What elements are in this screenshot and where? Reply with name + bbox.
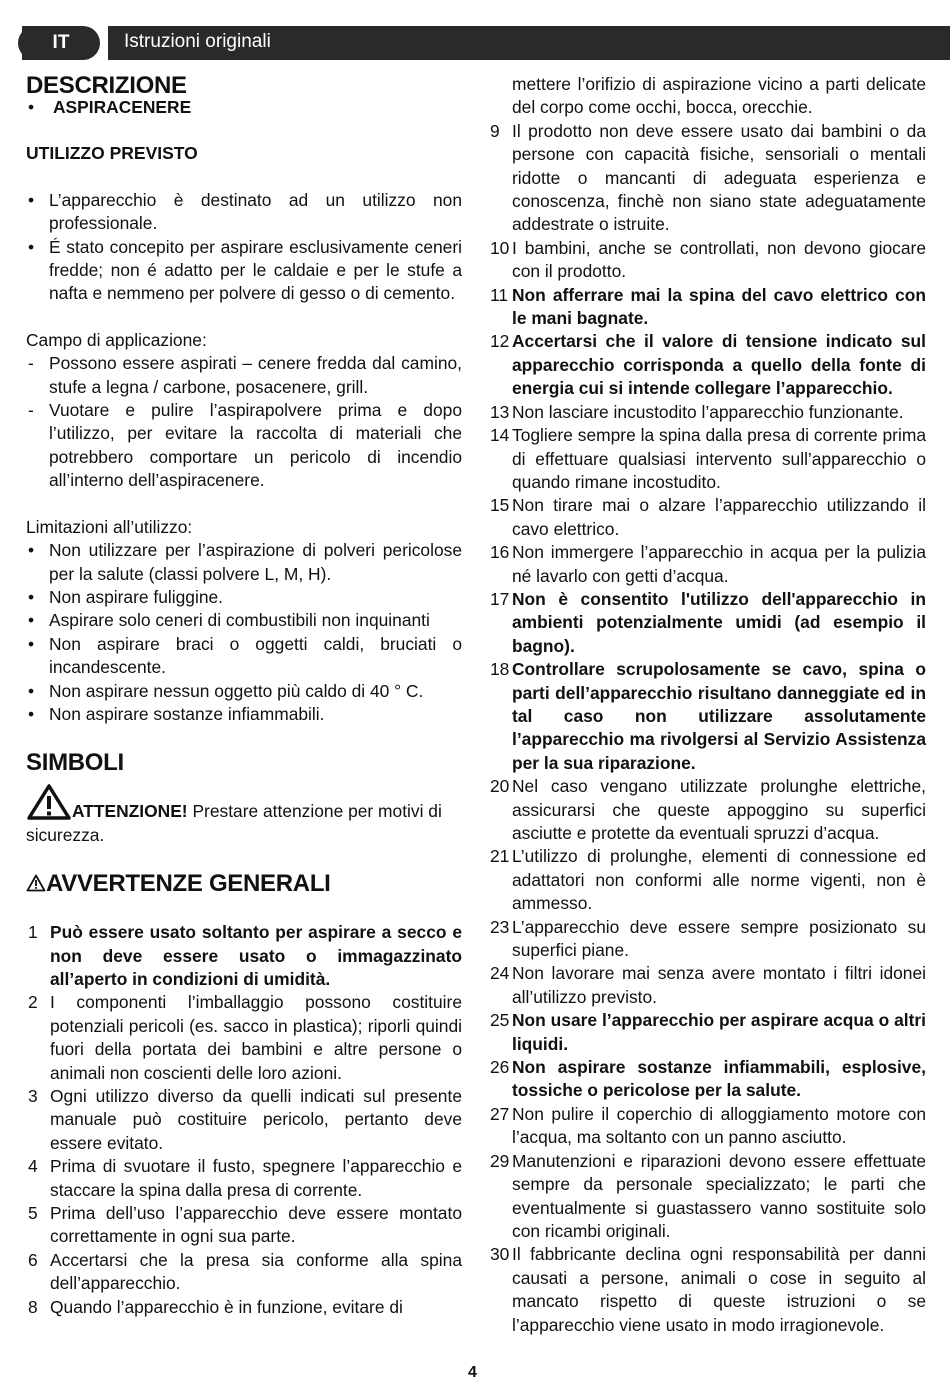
list-item-text: Aspirare solo ceneri di combustibili non inquinanti	[49, 610, 430, 631]
warning-item	[488, 588, 926, 658]
list-marker: •	[28, 189, 35, 210]
attention-text: Prestare attenzione per motivi di sicurezza.	[26, 801, 442, 845]
warning-text: Non immergere l’apparecchio in acqua per la pulizia né lavarlo con getti d’acqua.	[512, 542, 926, 586]
simboli-title: SIMBOLI	[26, 749, 124, 777]
list-item-text: L’apparecchio è destinato ad un utilizzo non professionale.	[49, 189, 462, 234]
warning-number: 11	[490, 284, 509, 305]
warning-text: Può essere usato soltanto per aspirare a secco e non deve essere usato o immagazzinato all’aperto in condizioni di umidità.	[50, 922, 462, 989]
product-item: • ASPIRACENERE	[28, 97, 192, 117]
warning-text: I componenti l’imballaggio possono costituire potenziali pericoli (es. sacco in plastica); riporli quindi fuori della portata dei bambini e altre persone o animali non coscienti delle loro azioni.	[50, 992, 462, 1083]
warning-text: I bambini, anche se controllati, non devono giocare con il prodotto.	[512, 237, 926, 282]
warning-number: 5	[28, 1203, 38, 1224]
warning-number: 23	[490, 916, 510, 937]
warning-number: 3	[28, 1086, 38, 1106]
list-marker: -	[28, 400, 34, 421]
list-item-text: Vuotare e pulire l’aspirapolvere prima e dopo l’utilizzo, per evitare la raccolta di materiali che potrebbero comportare un pericolo di incendio all’interno dell’aspiracenere.	[49, 400, 462, 491]
list-item	[26, 609, 462, 632]
list-item	[26, 399, 462, 493]
warning-number: 15	[490, 495, 510, 516]
list-marker: •	[28, 236, 35, 257]
limit-list	[26, 539, 462, 726]
warning-number: 8	[28, 1296, 38, 1317]
warning-item	[488, 541, 926, 588]
warning-item	[488, 1150, 926, 1244]
warning-triangle-icon	[26, 783, 72, 821]
warning-text: Non aspirare sostanze infiammabili, esplosive, tossiche o pericolose per la salute.	[512, 1057, 926, 1101]
warning-item	[488, 1009, 926, 1056]
warning-number: 25	[490, 1010, 510, 1031]
warning-item	[488, 845, 926, 915]
warning-text: L’utilizzo di prolunghe, elementi di connessione ed adattatori non conformi alle norme vigenti, non è ammesso.	[512, 846, 926, 914]
list-item-text: É stato concepito per aspirare esclusivamente ceneri fredde; non é adatto per le caldaie e per le stufe a nafta e nemmeno per polvere di gesso o di cemento.	[49, 236, 462, 304]
list-item	[26, 586, 462, 609]
list-marker: •	[28, 610, 35, 631]
list-item	[26, 703, 462, 726]
warning-item	[488, 284, 926, 331]
warning-item	[488, 1056, 926, 1103]
avvertenze-left-list	[26, 921, 462, 1319]
warning-number: 10	[490, 237, 510, 258]
warning-item	[488, 1103, 926, 1150]
list-item	[26, 189, 462, 236]
warning-text: Non è consentito l'utilizzo dell'apparecchio in ambienti potenzialmente umidi (ad esempio il bagno).	[512, 588, 926, 656]
warning-item	[488, 237, 926, 284]
warning-number: 1	[28, 922, 38, 943]
warning-text: L’apparecchio deve essere sempre posizionato su superfici piane.	[512, 916, 926, 961]
warning-number: 21	[490, 846, 510, 867]
header-title: Istruzioni originali	[124, 31, 271, 52]
list-item-text: Non aspirare sostanze infiammabili.	[49, 703, 325, 724]
avvertenze-title: AVVERTENZE GENERALI	[26, 870, 462, 898]
warning-text: Non usare l’apparecchio per aspirare acqua o altri liquidi.	[512, 1010, 926, 1054]
list-marker: •	[28, 586, 35, 607]
warning-item	[488, 330, 926, 400]
left-column	[26, 72, 462, 1319]
warning-number: 14	[490, 425, 510, 446]
page-number: 4	[468, 1364, 477, 1381]
warning-text: Prima di svuotare il fusto, spegnere l’apparecchio e staccare la spina dalla presa di corrente.	[50, 1156, 462, 1200]
warning-item	[488, 120, 926, 237]
warning-text: Quando l’apparecchio è in funzione, evitare di	[50, 1296, 403, 1317]
warning-text: Non afferrare mai la spina del cavo elettrico con le mani bagnate.	[512, 284, 926, 329]
campo-title: Campo di applicazione:	[26, 329, 207, 350]
warning-number: 16	[490, 542, 510, 563]
list-item	[26, 633, 462, 680]
list-item	[26, 539, 462, 586]
warning-item	[488, 401, 926, 424]
warning-text: Il prodotto non deve essere usato dai bambini o da persone con capacità fisiche, sensoriali o mentali ridotte o mancanti di adeguata esperienza e conoscenza, finchè non siano state adeguatamente addestrate o istruite.	[512, 120, 926, 235]
warning-number: 20	[490, 776, 510, 797]
list-item-text: Non utilizzare per l’aspirazione di polveri pericolose per la salute (classi polvere L, M, H).	[49, 540, 462, 584]
warning-item	[488, 1243, 926, 1337]
warning-number: 6	[28, 1249, 38, 1270]
warning-text: Il fabbricante declina ogni responsabilità per danni causati a persone, animali o cose in seguito al mancato rispetto di queste istruzioni o se l’apparecchio viene usato in modo irragionevole.	[512, 1244, 926, 1335]
warning-small-icon	[26, 874, 46, 892]
warning-number: 27	[490, 1103, 510, 1124]
attention-note	[26, 783, 462, 847]
warning-item	[488, 494, 926, 541]
list-item	[26, 236, 462, 306]
right-column	[488, 73, 926, 1337]
attention-label: ATTENZIONE!	[72, 801, 188, 822]
list-item	[26, 680, 462, 703]
avvertenze-right-list	[488, 120, 926, 1337]
warning-item	[26, 921, 462, 991]
warning-text: Ogni utilizzo diverso da quelli indicati sul presente manuale può costituire pericolo, pertanto deve essere evitato.	[50, 1086, 462, 1153]
warning-number: 9	[490, 120, 500, 141]
warning-number: 4	[28, 1156, 38, 1177]
warning-text: Non lasciare incustodito l’apparecchio funzionante.	[512, 401, 904, 422]
warning-text: Prima dell’uso l’apparecchio deve essere montato correttamente in ogni sua parte.	[50, 1203, 462, 1247]
utilizzo-list	[26, 189, 462, 306]
list-marker: •	[28, 540, 35, 561]
utilizzo-title: UTILIZZO PREVISTO	[26, 143, 198, 164]
warning-text: Accertarsi che la presa sia conforme alla spina dell’apparecchio.	[50, 1249, 462, 1294]
warning-text: Manutenzioni e riparazioni devono essere effettuate sempre da personale specializzato; le parti che eventualmente si guastassero vanno sostituite solo con ricambi originali.	[512, 1150, 926, 1241]
descrizione-title: DESCRIZIONE	[26, 72, 187, 99]
warning-item	[26, 1085, 462, 1155]
list-item	[26, 352, 462, 399]
warning-number: 30	[490, 1244, 510, 1265]
warning-text: Controllare scrupolosamente se cavo, spina o parti dell’apparecchio risultano danneggiate ed in tal caso non utilizzare assolutamente l’apparecchio ma rivolgersi al Servizio Assistenza per la sua riparazione.	[512, 659, 926, 773]
warning-number: 29	[490, 1150, 510, 1171]
list-marker: •	[28, 633, 35, 654]
warning-item	[26, 991, 462, 1085]
language-badge: IT	[22, 26, 100, 60]
campo-list	[26, 352, 462, 492]
warning-text: Non lavorare mai senza avere montato i filtri idonei all’utilizzo previsto.	[512, 963, 926, 1007]
warning-item	[488, 658, 926, 775]
limit-title: Limitazioni all’utilizzo:	[26, 516, 193, 537]
warning-number: 2	[28, 992, 38, 1013]
warning-item	[488, 916, 926, 963]
continuation-text: mettere l’orifizio di aspirazione vicino a parti delicate del corpo come occhi, bocca, orecchie.	[512, 74, 926, 118]
warning-number: 24	[490, 963, 510, 984]
warning-text: Nel caso vengano utilizzate prolunghe elettriche, assicurarsi che queste appoggino su superfici asciutte e protette da eventuali spruzzi d’acqua.	[512, 776, 926, 843]
header-bar	[108, 26, 950, 60]
list-marker: •	[28, 703, 35, 724]
list-item-text: Non aspirare fuliggine.	[49, 586, 224, 607]
warning-number: 26	[490, 1057, 510, 1078]
warning-number: 12	[490, 331, 510, 352]
warning-number: 17	[490, 588, 510, 609]
warning-text: Non tirare mai o alzare l’apparecchio utilizzando il cavo elettrico.	[512, 495, 926, 539]
warning-item	[488, 424, 926, 494]
warning-item	[26, 1296, 462, 1319]
list-item-text: Non aspirare braci o oggetti caldi, bruciati o incandescente.	[49, 633, 462, 678]
warning-item	[488, 962, 926, 1009]
warning-item	[26, 1249, 462, 1296]
list-marker: -	[28, 353, 34, 374]
warning-number: 18	[490, 659, 510, 680]
list-item-text: Possono essere aspirati – cenere fredda dal camino, stufe a legna / carbone, posacenere, grill.	[49, 353, 462, 397]
warning-text: Non pulire il coperchio di alloggiamento motore con l’acqua, ma soltanto con un panno asciutto.	[512, 1103, 926, 1148]
list-marker: •	[28, 680, 35, 701]
warning-text: Togliere sempre la spina dalla presa di corrente prima di effettuare qualsiasi intervento sull’apparecchio o quando rimane incostudito.	[512, 425, 926, 492]
warning-number: 13	[490, 401, 510, 422]
warning-item	[26, 1155, 462, 1202]
warning-item	[488, 775, 926, 845]
warning-text: Accertarsi che il valore di tensione indicato sul apparecchio corrisponda a quello della fonte di energia cui si intende collegare l’apparecchio.	[512, 331, 926, 399]
list-item-text: Non aspirare nessun oggetto più caldo di 40 ° C.	[49, 680, 424, 701]
warning-item	[26, 1202, 462, 1249]
